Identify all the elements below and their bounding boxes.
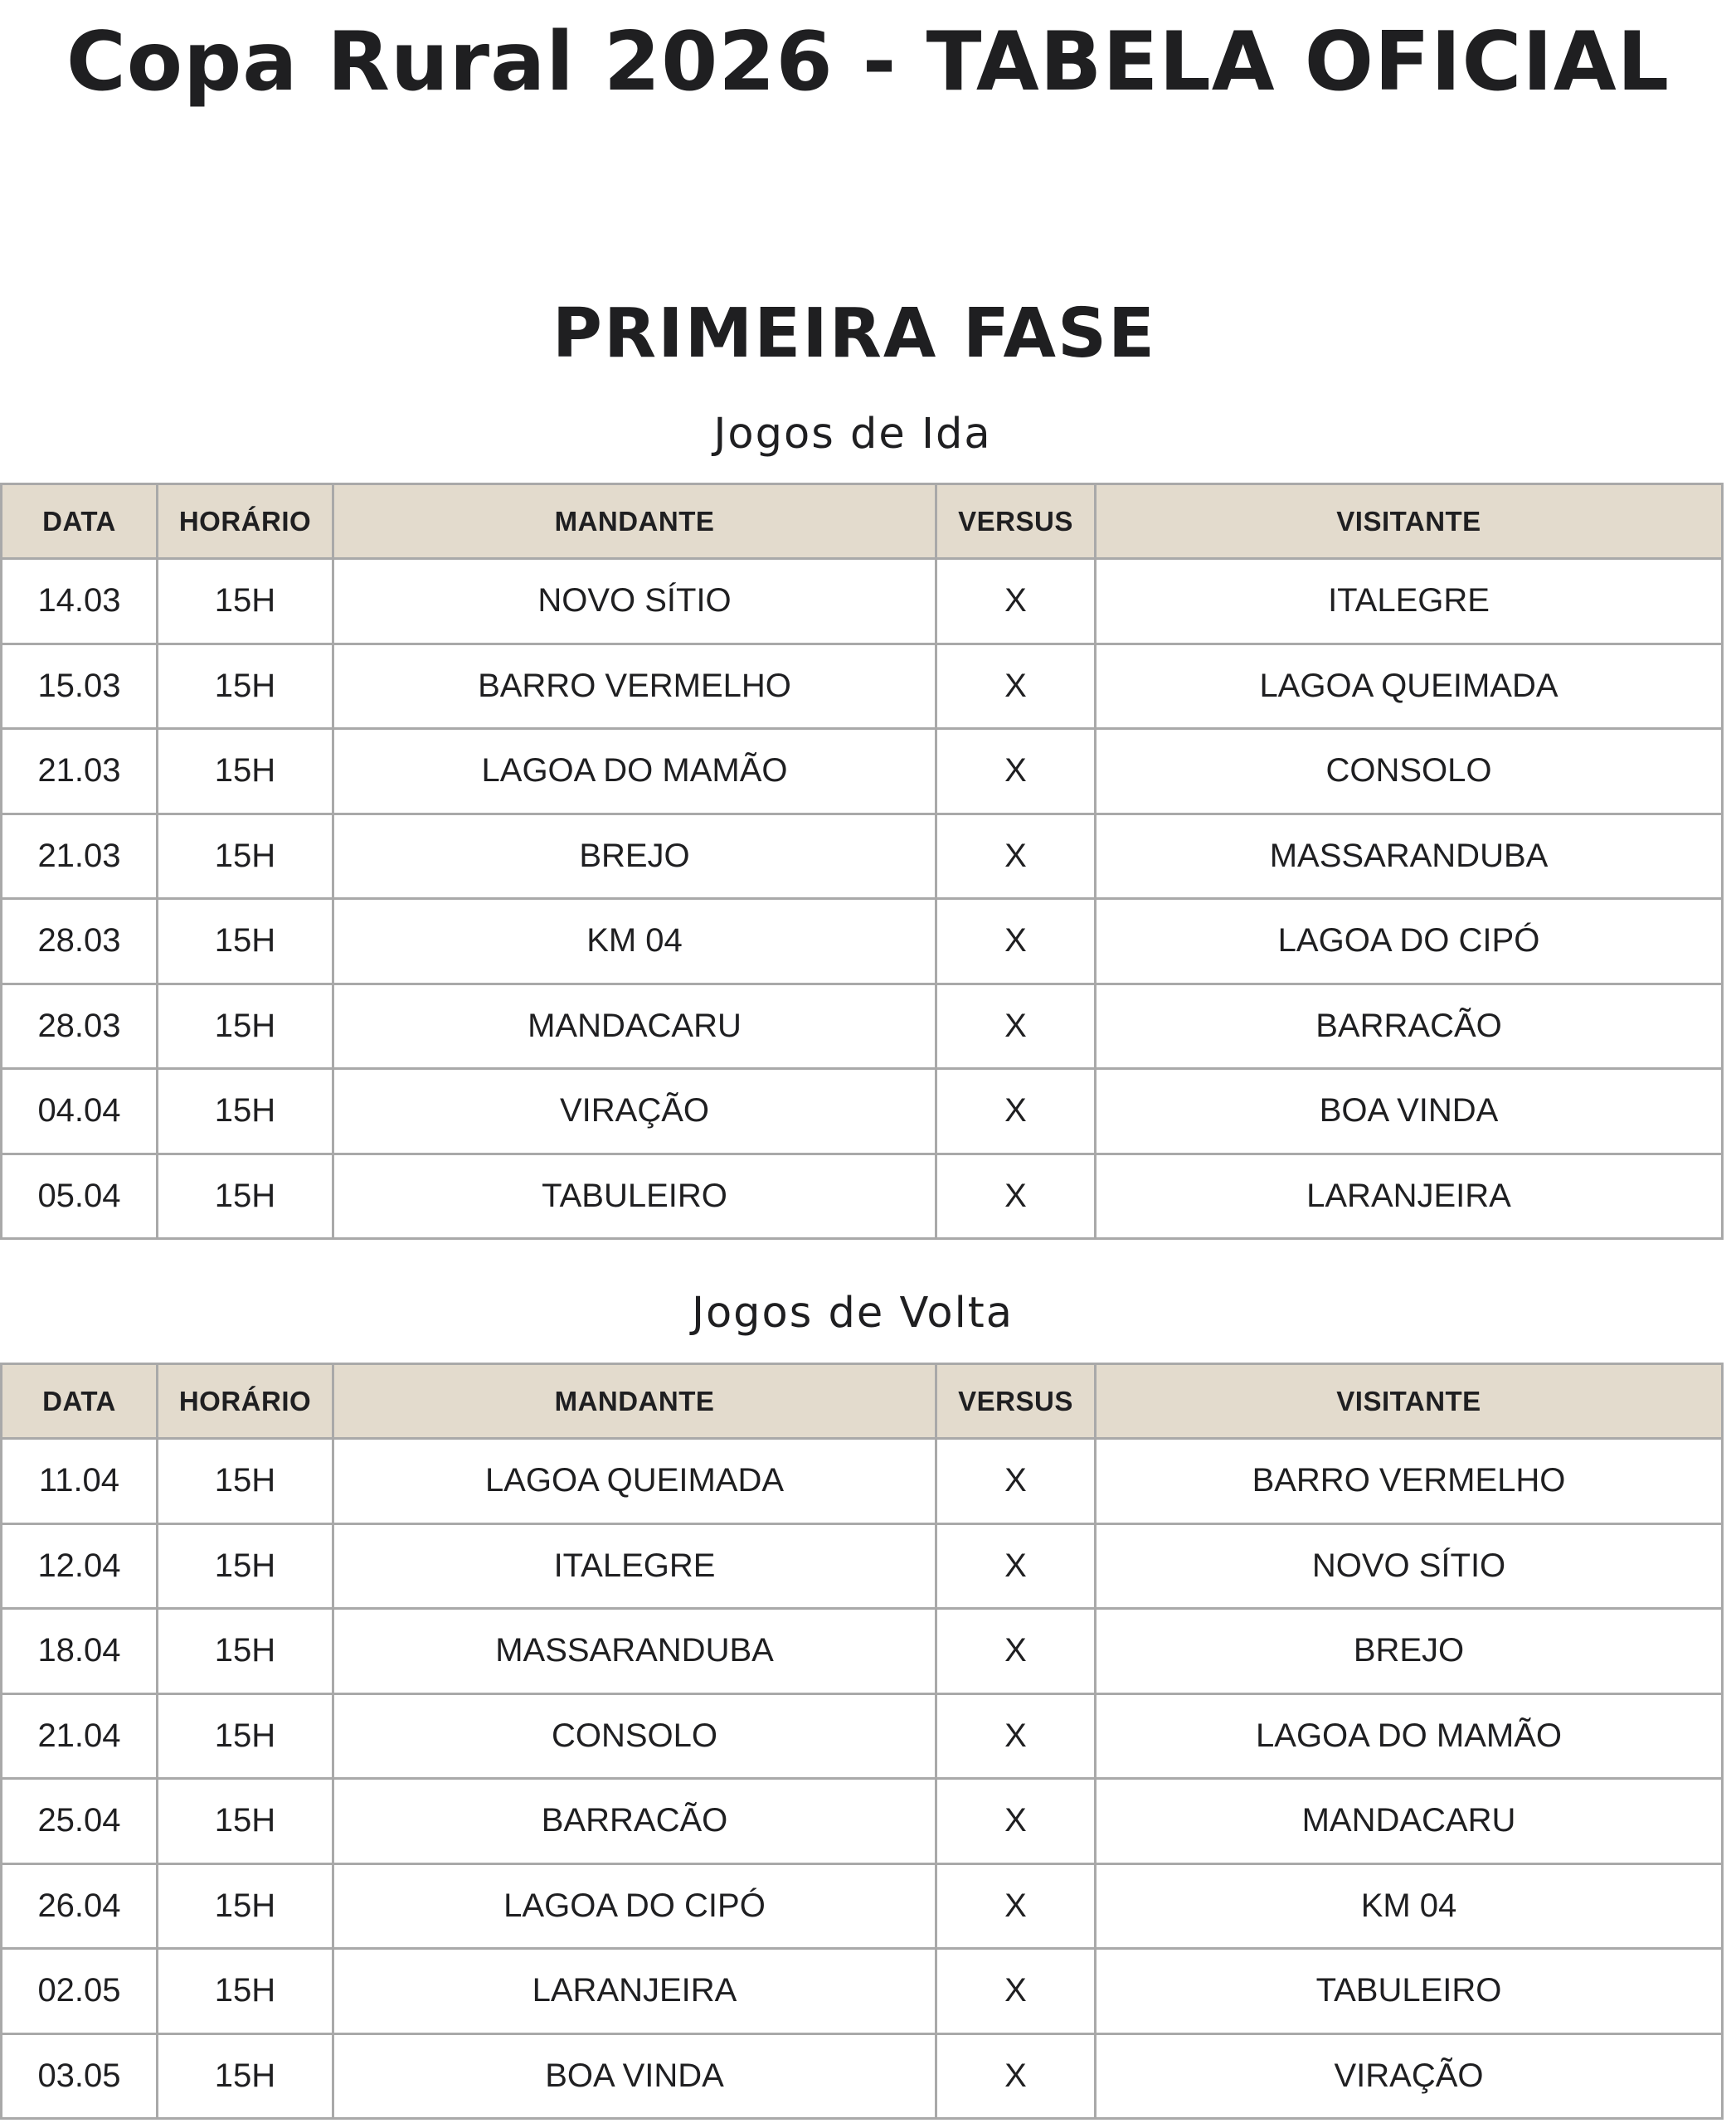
- table-row: [2, 1863, 1723, 1949]
- phase-title: PRIMEIRA FASE: [552, 294, 1157, 373]
- cell-horario: 15H: [158, 1863, 333, 1949]
- cell-mandante: BARRO VERMELHO: [333, 644, 936, 729]
- cell-visitante: LAGOA DO CIPÓ: [1096, 899, 1723, 984]
- cell-data: 28.03: [2, 984, 158, 1069]
- cell-versus: X: [936, 1863, 1096, 1949]
- cell-mandante: VIRAÇÃO: [333, 1069, 936, 1154]
- table-header-row: [2, 484, 1723, 559]
- column-header-data: DATA: [2, 1364, 158, 1439]
- cell-versus: X: [936, 559, 1096, 644]
- cell-data: 25.04: [2, 1779, 158, 1864]
- cell-mandante: ITALEGRE: [333, 1523, 936, 1609]
- cell-versus: X: [936, 729, 1096, 814]
- cell-visitante: BARRACÃO: [1096, 984, 1723, 1069]
- cell-versus: X: [936, 899, 1096, 984]
- cell-mandante: LAGOA QUEIMADA: [333, 1439, 936, 1524]
- column-header-data: DATA: [2, 484, 158, 559]
- cell-horario: 15H: [158, 984, 333, 1069]
- cell-visitante: MASSARANDUBA: [1096, 814, 1723, 899]
- cell-horario: 15H: [158, 1609, 333, 1694]
- cell-mandante: CONSOLO: [333, 1693, 936, 1779]
- column-header-visitante: VISITANTE: [1096, 1364, 1723, 1439]
- cell-data: 11.04: [2, 1439, 158, 1524]
- cell-data: 02.05: [2, 1949, 158, 2034]
- table-header-row: [2, 1364, 1723, 1439]
- cell-horario: 15H: [158, 2033, 333, 2119]
- cell-visitante: BOA VINDA: [1096, 1069, 1723, 1154]
- cell-visitante: NOVO SÍTIO: [1096, 1523, 1723, 1609]
- column-header-mandante: MANDANTE: [333, 484, 936, 559]
- table-row: [2, 1154, 1723, 1239]
- cell-data: 21.03: [2, 729, 158, 814]
- cell-horario: 15H: [158, 1693, 333, 1779]
- cell-mandante: LAGOA DO MAMÃO: [333, 729, 936, 814]
- cell-data: 26.04: [2, 1863, 158, 1949]
- table-row: [2, 984, 1723, 1069]
- cell-visitante: LARANJEIRA: [1096, 1154, 1723, 1239]
- cell-visitante: MANDACARU: [1096, 1779, 1723, 1864]
- cell-visitante: KM 04: [1096, 1863, 1723, 1949]
- cell-mandante: MASSARANDUBA: [333, 1609, 936, 1694]
- fixtures-table-ida: [0, 483, 1724, 1240]
- cell-horario: 15H: [158, 644, 333, 729]
- cell-data: 28.03: [2, 899, 158, 984]
- cell-horario: 15H: [158, 899, 333, 984]
- section-title-volta: Jogos de Volta: [691, 1289, 1014, 1338]
- cell-horario: 15H: [158, 1523, 333, 1609]
- table-row: [2, 814, 1723, 899]
- column-header-visitante: VISITANTE: [1096, 484, 1723, 559]
- cell-versus: X: [936, 2033, 1096, 2119]
- cell-mandante: LAGOA DO CIPÓ: [333, 1863, 936, 1949]
- column-header-horario: HORÁRIO: [158, 484, 333, 559]
- cell-versus: X: [936, 1069, 1096, 1154]
- cell-mandante: KM 04: [333, 899, 936, 984]
- cell-data: 04.04: [2, 1069, 158, 1154]
- table-row: [2, 1949, 1723, 2034]
- table-row: [2, 1693, 1723, 1779]
- cell-visitante: LAGOA QUEIMADA: [1096, 644, 1723, 729]
- cell-mandante: MANDACARU: [333, 984, 936, 1069]
- fixtures-table-volta: [0, 1363, 1724, 2120]
- cell-data: 05.04: [2, 1154, 158, 1239]
- cell-data: 15.03: [2, 644, 158, 729]
- table-row: [2, 1439, 1723, 1524]
- table-row: [2, 644, 1723, 729]
- cell-data: 12.04: [2, 1523, 158, 1609]
- table-row: [2, 559, 1723, 644]
- cell-mandante: BREJO: [333, 814, 936, 899]
- cell-visitante: TABULEIRO: [1096, 1949, 1723, 2034]
- cell-visitante: BARRO VERMELHO: [1096, 1439, 1723, 1524]
- cell-visitante: LAGOA DO MAMÃO: [1096, 1693, 1723, 1779]
- cell-versus: X: [936, 984, 1096, 1069]
- cell-mandante: TABULEIRO: [333, 1154, 936, 1239]
- table-row: [2, 1779, 1723, 1864]
- cell-horario: 15H: [158, 559, 333, 644]
- column-header-mandante: MANDANTE: [333, 1364, 936, 1439]
- cell-horario: 15H: [158, 1069, 333, 1154]
- column-header-horario: HORÁRIO: [158, 1364, 333, 1439]
- cell-mandante: BARRACÃO: [333, 1779, 936, 1864]
- cell-horario: 15H: [158, 1779, 333, 1864]
- cell-visitante: BREJO: [1096, 1609, 1723, 1694]
- cell-visitante: ITALEGRE: [1096, 559, 1723, 644]
- page-title: Copa Rural 2026 - TABELA OFICIAL: [66, 15, 1670, 109]
- table-row: [2, 729, 1723, 814]
- cell-horario: 15H: [158, 729, 333, 814]
- cell-versus: X: [936, 1523, 1096, 1609]
- cell-data: 21.03: [2, 814, 158, 899]
- cell-versus: X: [936, 1439, 1096, 1524]
- cell-horario: 15H: [158, 814, 333, 899]
- cell-horario: 15H: [158, 1154, 333, 1239]
- cell-mandante: LARANJEIRA: [333, 1949, 936, 2034]
- table-row: [2, 1609, 1723, 1694]
- cell-versus: X: [936, 1154, 1096, 1239]
- cell-horario: 15H: [158, 1439, 333, 1524]
- cell-visitante: VIRAÇÃO: [1096, 2033, 1723, 2119]
- cell-data: 14.03: [2, 559, 158, 644]
- cell-versus: X: [936, 1609, 1096, 1694]
- cell-versus: X: [936, 644, 1096, 729]
- table-row: [2, 1523, 1723, 1609]
- cell-versus: X: [936, 814, 1096, 899]
- cell-data: 03.05: [2, 2033, 158, 2119]
- cell-horario: 15H: [158, 1949, 333, 2034]
- cell-visitante: CONSOLO: [1096, 729, 1723, 814]
- cell-mandante: NOVO SÍTIO: [333, 559, 936, 644]
- cell-mandante: BOA VINDA: [333, 2033, 936, 2119]
- section-title-ida: Jogos de Ida: [713, 410, 992, 459]
- cell-versus: X: [936, 1949, 1096, 2034]
- table-row: [2, 2033, 1723, 2119]
- cell-versus: X: [936, 1779, 1096, 1864]
- table-row: [2, 1069, 1723, 1154]
- cell-data: 21.04: [2, 1693, 158, 1779]
- cell-data: 18.04: [2, 1609, 158, 1694]
- cell-versus: X: [936, 1693, 1096, 1779]
- column-header-versus: VERSUS: [936, 1364, 1096, 1439]
- column-header-versus: VERSUS: [936, 484, 1096, 559]
- table-row: [2, 899, 1723, 984]
